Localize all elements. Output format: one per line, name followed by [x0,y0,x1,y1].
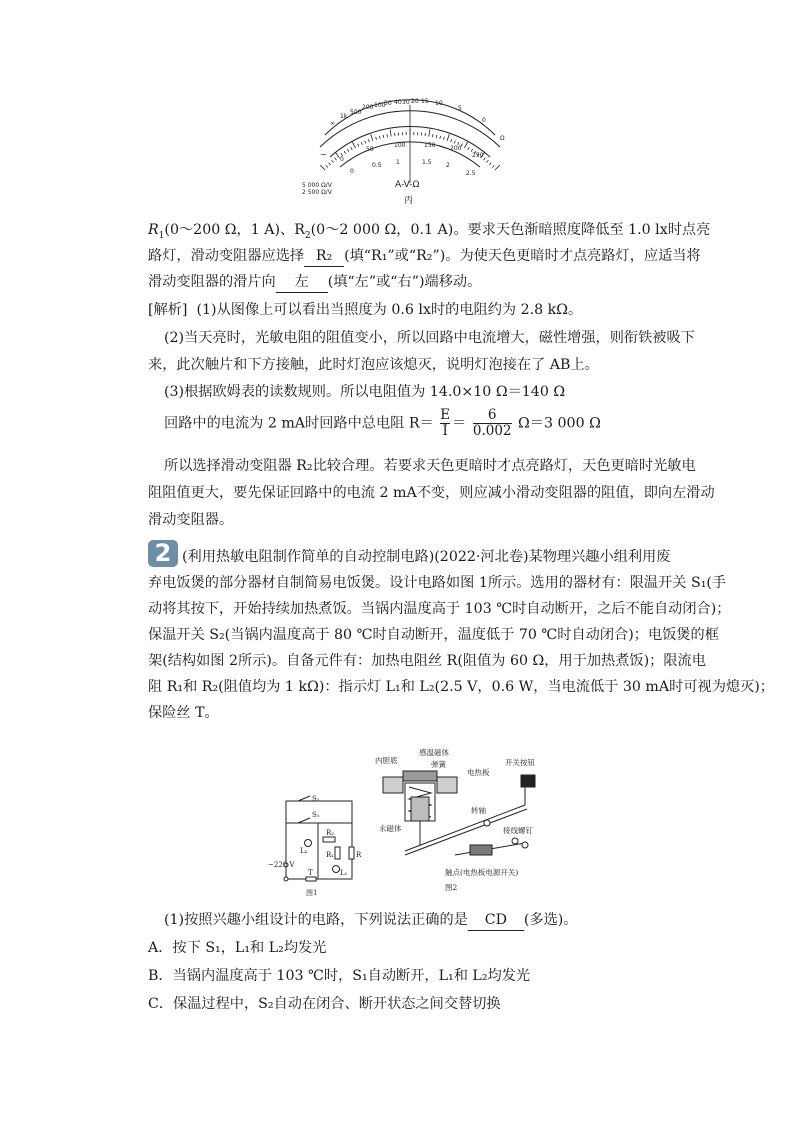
meter-tick [436,135,437,138]
lower-tick-0: 0 [340,156,344,163]
fig2-label-inner-pot: 内胆底 [375,756,398,765]
fig1-source-label: ~220 V [268,861,295,869]
meter-tick [351,147,352,150]
bottom-tick-2.5: 2.5 [466,170,476,177]
circuit-diagram-fig1 [268,795,368,900]
solution-line4: (3)根据欧姆表的读数规则。所以电阻值为 14.0×10 Ω＝140 Ω [164,384,566,400]
option-b: B．当锅内温度高于 103 ℃时，S₁自动断开，L₁和 L₂均发光 [148,968,531,984]
fig2-label-permanent-magnet: 永磁体 [379,824,402,833]
question-number-badge: 2 [148,540,178,567]
meter-tick [344,151,346,154]
omega-tick-inf: ∞ [330,120,335,127]
meter-tick [361,142,362,145]
meter-tick [332,160,334,162]
meter-tick [484,158,486,160]
fig1-label-t: T [308,869,313,877]
meter-tick [376,137,377,140]
solution-line2: (2)当天亮时，光敏电阻的阻值变小，所以回路中电流增大，磁性增强，则衔铁被吸下 [164,330,695,346]
bottom-tick-0: 0 [350,168,354,175]
meter-tick [329,163,331,165]
omega-unit: Ω [500,135,505,142]
q2-line7: 保险丝 T。 [148,705,219,721]
meter-tick [495,165,500,170]
meter-tick [335,152,339,158]
omega-tick-500: 500 [350,109,362,116]
meter-tick [464,142,467,148]
meter-tick [432,134,433,137]
fraction-6-over-0002: $\frac{6}{0.002}$ [472,407,512,439]
lower-tick-50: 50 [366,146,374,153]
rating-dc: 5 000 Ω/V [302,182,332,189]
meter-tick [489,163,491,165]
solution-line3: 来，此次触片和下方接触，此时灯泡应该熄灭，说明灯泡接在了 AB上。 [148,357,599,373]
omega-tick-10: 10 [435,100,443,107]
option-a: A．按下 S₁，L₁和 L₂均发光 [148,940,327,956]
multimeter-scale-figure [300,95,520,210]
omega-tick-0: 0 [482,117,486,124]
meter-tick [326,165,328,167]
fig2-label-axle: 转轴 [471,806,486,815]
lower-tick-250: 250 [472,152,484,159]
mechanism-diagram-fig2 [375,745,550,895]
meter-tick [383,135,384,138]
meter-tick [492,165,494,167]
bottom-tick-1.5: 1.5 [422,159,432,166]
meter-tick [365,141,366,144]
omega-tick-200: 200 [362,104,374,111]
solution-tag: [解析] [148,302,188,318]
answer-blank-3: CD [468,910,524,931]
ac-tilde: ~ [320,150,327,159]
q2-line1: (利用热敏电阻制作简单的自动控制电路)(2022·河北卷)某物理兴趣小组利用废 [182,549,671,565]
omega-tick-5: 5 [458,105,462,112]
meter-tick [390,130,391,137]
meter-tick [352,142,355,148]
solution-line7: 阻阻值更大，要先保证回路中的电流 2 mA不变，则应减小滑动变阻器的阻值，即向左滑动 [148,485,715,501]
omega-tick-100: 100 [374,102,386,109]
fig2-label-spring: 弹簧 [431,760,446,769]
meter-tick [468,147,469,150]
bottom-tick-1: 1 [396,159,400,166]
solution-line6: 所以选择滑动变阻器 R₂比较合理。若要求天色更暗时才点亮路灯，天色更暗时光敏电 [164,458,696,474]
fig2-label-heating-plate: 电热板 [467,768,490,777]
fig2-label-contact: 触点(电热板电源开关) [445,868,519,877]
fig2-label-screw: 接线螺钉 [503,826,533,835]
meter-tick [379,136,380,139]
meter-tick [443,137,444,140]
fig1-label-s2: S₂ [312,795,320,803]
omega-tick-1k: 1k [340,113,348,120]
meter-caption: 丙 [404,196,414,206]
fig1-label-r2: R₂ [326,829,335,837]
solution-line1: [解析] (1)从图像上可以看出当照度为 0.6 lx时的电阻约为 2.8 kΩ。 [148,302,583,318]
meter-tick [358,144,359,147]
q2-line2: 弃电饭煲的部分器材自制简易电饭煲。设计电路如图 1所示。选用的器材有：限温开关 S₁(手 [148,575,727,591]
meter-tick [347,149,349,152]
fraction-e-over-i: $\frac{E}{I}$ [440,407,451,439]
meter-tick [368,139,369,142]
meter-tick [335,158,337,160]
p1-line1: $R_1(0\sim 200$ Ω，1 A)、$R_2(0\sim 2$ 000 Ω，0.1 A)。要求天色渐暗照度降低至 1.0 lx时点亮 [148,222,711,241]
p1-line3: 滑动变阻器的滑片向 左 (填“左”或“右”)端移动。 [148,272,481,293]
meter-tick [371,134,373,141]
lower-tick-150: 150 [424,142,436,149]
fig1-label-s1: S₁ [312,811,320,819]
fig1-caption: 图1 [306,889,318,897]
meter-tick [451,139,452,142]
fig2-label-thermo-magnet: 感温磁体 [419,748,449,757]
meter-center-label: A-V-Ω [395,180,420,190]
q2-line4: 保温开关 S₂(当锅内温度高于 80 ℃时自动断开，温度低于 70 ℃时自动闭合)；电饭煲的框 [148,627,719,643]
solution-line8: 滑动变阻器。 [148,512,234,528]
q2-line5: 架(结构如图 2所示)。自备元件有：加热电阻丝 R(阻值为 60 Ω，用于加热煮饭)；限流电 [148,653,706,669]
option-c: C．保温过程中，S₂自动在闭合、断开状态之间交替切换 [148,996,501,1012]
meter-tick [486,160,488,162]
meter-tick [387,134,388,137]
fig1-label-r1: R₁ [326,851,335,859]
meter-tick [320,165,325,170]
meter-tick [429,130,430,137]
omega-tick-30: 30 [402,99,410,106]
answer-blank-1: R₂ [304,246,344,267]
meter-tick [447,134,449,141]
rating-ac: 2 500 Ω/V [302,189,332,196]
omega-tick-50: 50 [384,100,392,107]
lower-tick-200: 200 [450,145,462,152]
fig1-label-l1: L₁ [340,869,348,877]
omega-tick-20: 20 [411,98,419,105]
q2-line3: 动将其按下，开始持续加热煮饭。当锅内温度高于 103 ℃时自动断开，之后不能自动闭合)； [148,601,731,617]
fig1-label-r: R [356,851,362,859]
p1-line2: 路灯，滑动变阻器应选择 R₂ (填“R₁”或“R₂”)。为使天色更暗时才点亮路灯，应适当将 [148,246,701,267]
solution-line5: 回路中的电流为 2 mA时回路中总电阻 R＝ $\frac{E}{I}$ ＝ $\frac{6}{0.002}$ Ω＝3 000 Ω [164,407,601,439]
meter-tick [454,141,455,144]
q2-line6: 阻 R₁和 R₂(阻值均为 1 kΩ)：指示灯 L₁和 L₂(2.5 V，0.6 W，当电流低于 30 mA时可视为熄灭)； [148,679,774,695]
meter-tick [440,136,441,139]
bottom-tick-2: 2 [446,162,450,169]
fig2-label-switch-button: 开关按钮 [505,758,535,767]
lower-tick-100: 100 [394,142,406,149]
omega-tick-40: 40 [394,99,402,106]
fig2-caption: 图2 [445,883,458,892]
bottom-tick-0.5: 0.5 [372,162,382,169]
answer-blank-2: 左 [276,272,328,293]
omega-tick-15: 15 [421,98,429,105]
q2-1-stem: (1)按照兴趣小组设计的电路，下列说法正确的是 CD (多选)。 [164,910,578,931]
fig1-label-l2: L₂ [300,847,308,855]
